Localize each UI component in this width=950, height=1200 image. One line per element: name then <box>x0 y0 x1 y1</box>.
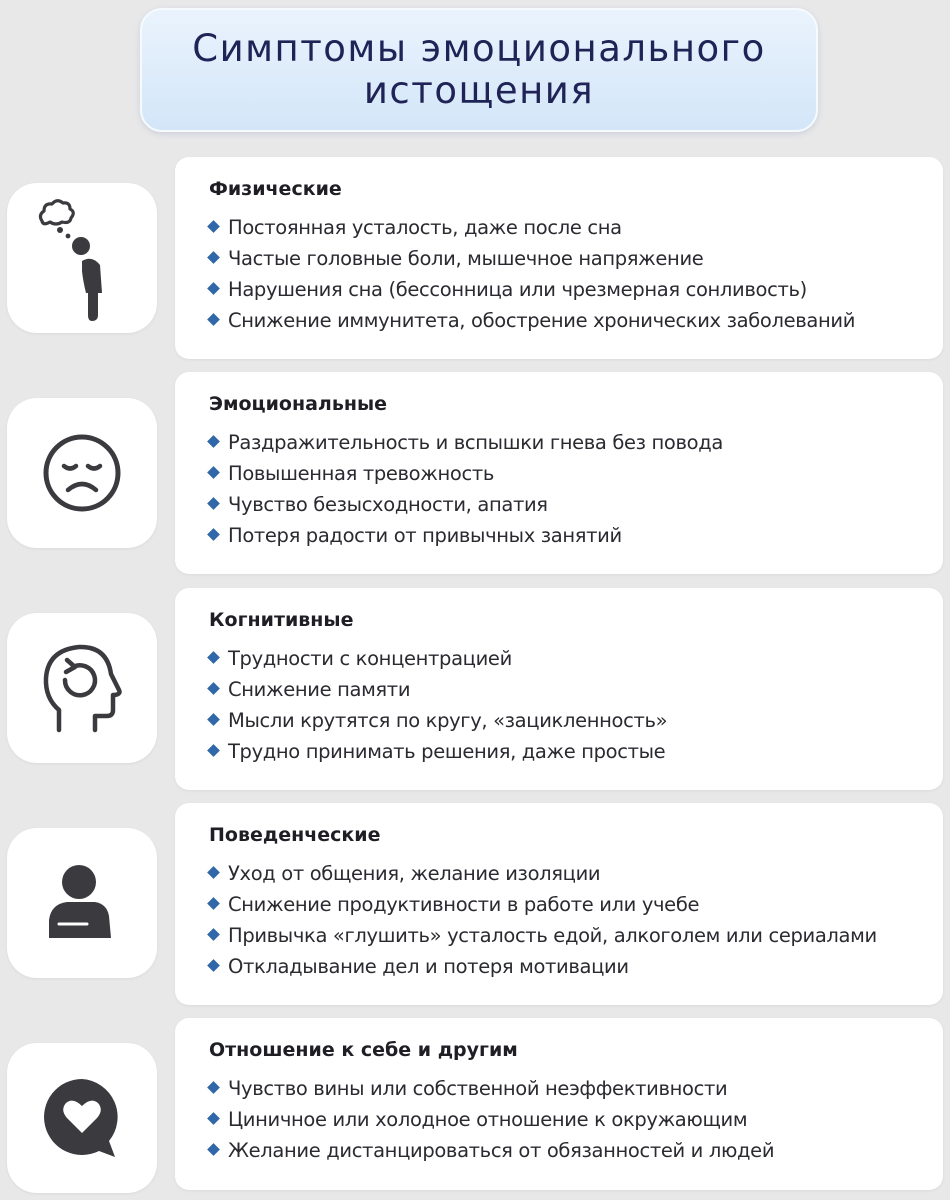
diamond-bullet-icon <box>207 1112 220 1125</box>
list-item: Чувство вины или собственной неэффективности <box>209 1073 943 1104</box>
diamond-bullet-icon <box>207 435 220 448</box>
list-item: Трудности с концентрацией <box>209 643 943 674</box>
diamond-bullet-icon <box>207 651 220 664</box>
section-title: Физические <box>209 178 342 200</box>
diamond-bullet-icon <box>207 866 220 879</box>
list-item: Циничное или холодное отношение к окружающим <box>209 1104 943 1135</box>
section-title: Отношение к себе и другим <box>209 1039 518 1061</box>
diamond-bullet-icon <box>207 1081 220 1094</box>
list-item: Раздражительность и вспышки гнева без повода <box>209 427 943 458</box>
section-card-physical <box>175 157 943 359</box>
list-item: Постоянная усталость, даже после сна <box>209 212 943 243</box>
heart-chat-icon <box>37 1073 127 1163</box>
diamond-bullet-icon <box>207 959 220 972</box>
section-title: Поведенческие <box>209 824 381 846</box>
list-item: Привычка «глушить» усталость едой, алкоголем или сериалами <box>209 920 943 951</box>
section-icon-box-cognitive <box>7 613 157 763</box>
section-title: Эмоциональные <box>209 393 388 415</box>
list-item: Откладывание дел и потеря мотивации <box>209 951 943 982</box>
section-card-behavioral <box>175 803 943 1005</box>
tired-person-icon <box>32 193 132 323</box>
diamond-bullet-icon <box>207 897 220 910</box>
section-card-attitude <box>175 1018 943 1190</box>
list-item: Снижение продуктивности в работе или учебе <box>209 889 943 920</box>
section-icon-box-behavioral <box>7 828 157 978</box>
list-item: Нарушения сна (бессонница или чрезмерная сонливость) <box>209 274 943 305</box>
section-card-emotional <box>175 372 943 574</box>
title-banner <box>140 8 818 132</box>
section-icon-box-physical <box>7 183 157 333</box>
list-item: Уход от общения, желание изоляции <box>209 858 943 889</box>
list-item: Повышенная тревожность <box>209 458 943 489</box>
section-icon-box-attitude <box>7 1043 157 1193</box>
section-title: Когнитивные <box>209 609 354 631</box>
diamond-bullet-icon <box>207 928 220 941</box>
section-card-cognitive <box>175 588 943 790</box>
diamond-bullet-icon <box>207 528 220 541</box>
list-item: Чувство безысходности, апатия <box>209 489 943 520</box>
list-item: Трудно принимать решения, даже простые <box>209 736 943 767</box>
diamond-bullet-icon <box>207 466 220 479</box>
head-cycle-icon <box>37 638 127 738</box>
diamond-bullet-icon <box>207 313 220 326</box>
diamond-bullet-icon <box>207 220 220 233</box>
diamond-bullet-icon <box>207 713 220 726</box>
page-title: Симптомы эмоционального истощения <box>192 27 766 112</box>
diamond-bullet-icon <box>207 282 220 295</box>
diamond-bullet-icon <box>207 744 220 757</box>
list-item: Частые головные боли, мышечное напряжение <box>209 243 943 274</box>
diamond-bullet-icon <box>207 1143 220 1156</box>
list-item: Снижение памяти <box>209 674 943 705</box>
list-item: Мысли крутятся по кругу, «зацикленность» <box>209 705 943 736</box>
diamond-bullet-icon <box>207 251 220 264</box>
list-item: Снижение иммунитета, обострение хронических заболеваний <box>209 305 943 336</box>
list-item: Желание дистанцироваться от обязанностей и людей <box>209 1135 943 1166</box>
section-icon-box-emotional <box>7 398 157 548</box>
list-item: Потеря радости от привычных занятий <box>209 520 943 551</box>
diamond-bullet-icon <box>207 497 220 510</box>
diamond-bullet-icon <box>207 682 220 695</box>
withdrawn-person-icon <box>37 858 127 948</box>
sad-face-icon <box>39 430 125 516</box>
